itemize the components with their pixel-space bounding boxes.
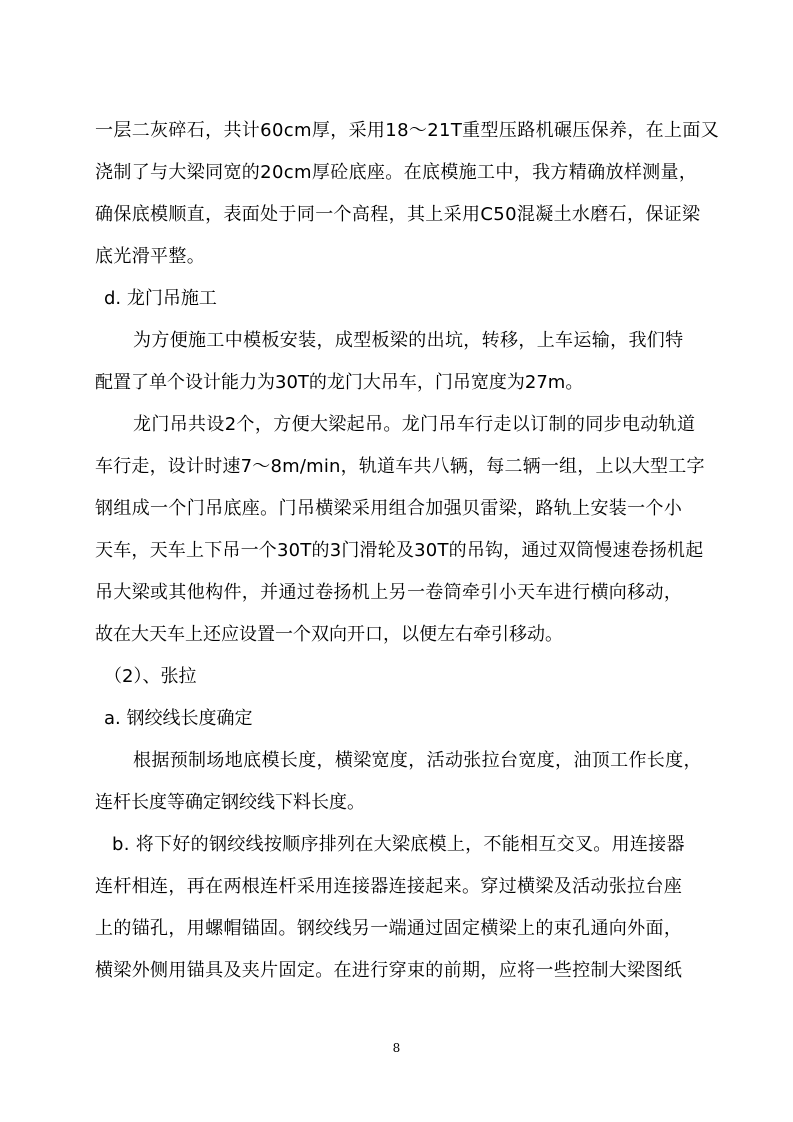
body-line: 故在大天车上还应设置一个双向开口，以便左右牵引移动。 [95, 624, 563, 645]
subsection-heading-b: b. 将下好的钢绞线按顺序排列在大梁底模上，不能相互交叉。用连接器 [112, 834, 685, 855]
body-line: 底光滑平整。 [95, 246, 206, 267]
section-heading-2: （2）、张拉 [104, 666, 197, 687]
body-line: 连杆长度等确定钢绞线下料长度。 [95, 792, 365, 813]
body-line: 配置了单个设计能力为30T的龙门大吊车，门吊宽度为27m。 [95, 372, 584, 393]
body-line: 为方便施工中模板安装，成型板梁的出坑，转移，上车运输，我们特 [133, 330, 684, 351]
body-line: 车行走，设计时速7～8m/min，轨道车共八辆，每二辆一组，上以大型工字 [95, 456, 705, 477]
body-line: 确保底模顺直，表面处于同一个高程，其上采用C50混凝土水磨石，保证梁 [95, 204, 701, 225]
body-line: 浇制了与大梁同宽的20cm厚砼底座。在底模施工中，我方精确放样测量， [95, 162, 698, 183]
body-line: 一层二灰碎石，共计60cm厚，采用18～21T重型压路机碾压保养，在上面又 [95, 120, 720, 141]
body-line: 天车，天车上下吊一个30T的3门滑轮及30T的吊钩，通过双筒慢速卷扬机起 [95, 540, 704, 561]
body-line: 龙门吊共设2个，方便大梁起吊。龙门吊车行走以订制的同步电动轨道 [133, 414, 696, 435]
body-line: 横梁外侧用锚具及夹片固定。在进行穿束的前期，应将一些控制大梁图纸 [95, 960, 683, 981]
body-line: 连杆相连，再在两根连杆采用连接器连接起来。穿过横梁及活动张拉台座 [95, 876, 683, 897]
body-line: 上的锚孔，用螺帽锚固。钢绞线另一端通过固定横梁上的束孔通向外面， [95, 918, 683, 939]
body-line: 根据预制场地底模长度，横梁宽度，活动张拉台宽度，油顶工作长度， [133, 750, 702, 771]
page-number: 8 [392, 1041, 401, 1055]
body-line: 吊大梁或其他构件，并通过卷扬机上另一卷筒牵引小天车进行横向移动， [95, 582, 683, 603]
body-line: 钢组成一个门吊底座。门吊横梁采用组合加强贝雷梁，路轨上安装一个小 [95, 498, 683, 519]
subsection-heading-a: a. 钢绞线长度确定 [104, 708, 253, 729]
section-heading-d: d. 龙门吊施工 [104, 288, 217, 309]
